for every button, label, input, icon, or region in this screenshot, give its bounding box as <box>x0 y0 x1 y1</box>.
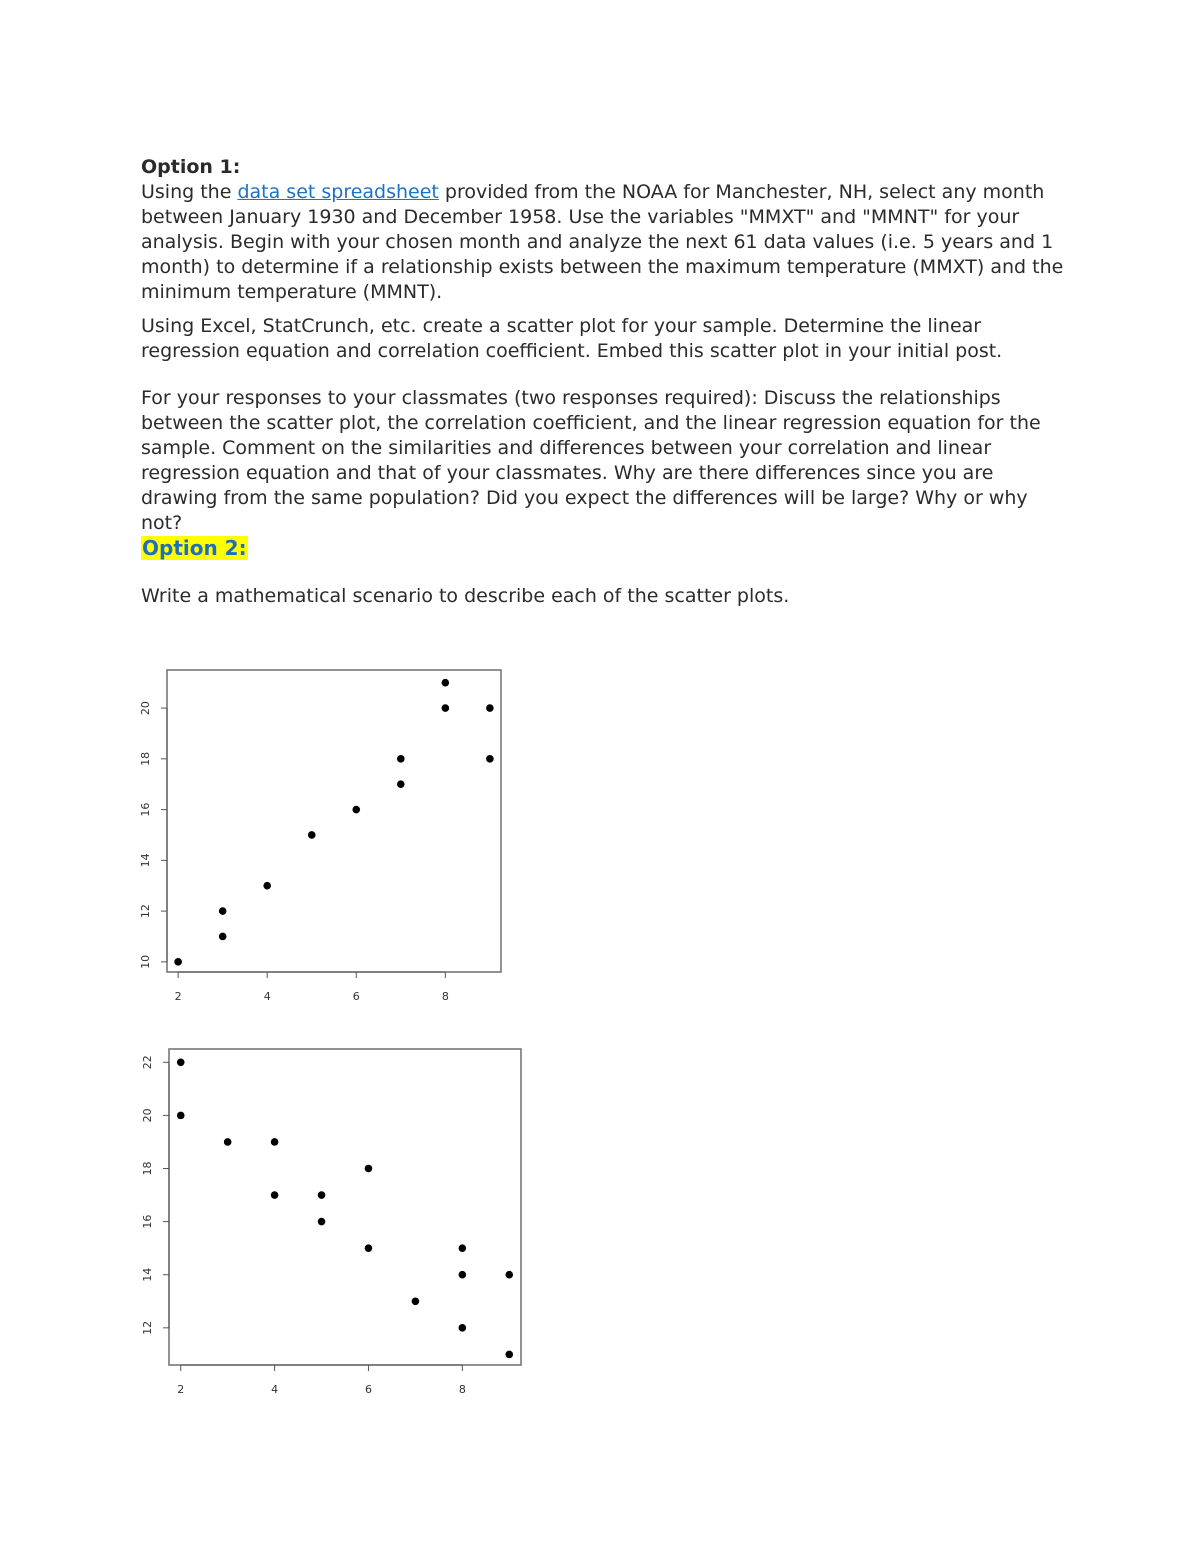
y-tick-label: 16 <box>141 1214 154 1229</box>
y-tick-label: 14 <box>139 853 152 868</box>
x-tick-label: 8 <box>441 990 449 1003</box>
data-point <box>459 1271 467 1279</box>
option2-instruction: Write a mathematical scenario to describe each of the scatter plots. <box>141 585 790 607</box>
data-point <box>486 755 494 763</box>
data-point <box>397 755 405 763</box>
document-body <box>141 155 1071 609</box>
data-point <box>219 933 227 941</box>
data-point <box>486 704 494 712</box>
scatter-plot-1-svg <box>130 660 520 1020</box>
scatter-plot-2 <box>130 1040 540 1410</box>
option2-heading-line <box>141 536 1071 562</box>
plot-frame <box>169 1049 521 1365</box>
data-point <box>271 1191 279 1199</box>
data-point <box>352 806 360 814</box>
data-point <box>412 1297 420 1305</box>
y-tick-label: 12 <box>139 904 152 919</box>
y-tick-label: 18 <box>139 751 152 766</box>
data-point <box>174 958 182 966</box>
option1-paragraph-2: Using Excel, StatCrunch, etc. create a scatter plot for your sample. Determine the linear regression equation and correlation coefficient. Embed this scatter plot in your initial post. <box>141 315 1003 362</box>
data-point <box>177 1058 185 1066</box>
data-point <box>318 1218 326 1226</box>
scatter-plot-1 <box>130 660 520 1020</box>
data-point <box>219 907 227 915</box>
data-point <box>459 1244 467 1252</box>
data-point <box>263 882 271 890</box>
x-tick-label: 6 <box>352 990 360 1003</box>
data-point <box>308 831 316 839</box>
data-set-spreadsheet-link[interactable]: data set spreadsheet <box>237 181 439 203</box>
scatter-plot-2-svg <box>130 1040 540 1410</box>
data-point <box>442 704 450 712</box>
data-point <box>271 1138 279 1146</box>
data-point <box>365 1244 373 1252</box>
data-point <box>505 1271 513 1279</box>
option1-paragraph-1 <box>141 180 1071 305</box>
x-tick-label: 2 <box>177 1383 185 1396</box>
y-tick-label: 20 <box>139 701 152 716</box>
y-tick-label: 12 <box>141 1320 154 1335</box>
plot-frame <box>167 670 501 972</box>
y-tick-label: 10 <box>139 954 152 969</box>
data-point <box>397 780 405 788</box>
data-point <box>459 1324 467 1332</box>
para1-body-text: provided from the NOAA for Manchester, NH, select any month between January 1930 and December 1958. Use the variables "MMXT" and "MMNT" for your analysis. Begin with your chosen month and analyze the next 61 data values (i.e. 5 years and 1 month) to determine if a relationship exists between the maximum temperature (MMXT) and the minimum temperature (MMNT). <box>141 181 1064 303</box>
para1-lead-text: Using the <box>141 181 238 203</box>
option1-heading: Option 1: <box>141 156 241 178</box>
y-tick-label: 14 <box>141 1267 154 1282</box>
x-tick-label: 2 <box>174 990 182 1003</box>
x-tick-label: 8 <box>458 1383 466 1396</box>
data-point <box>224 1138 232 1146</box>
x-tick-label: 6 <box>364 1383 372 1396</box>
x-tick-label: 4 <box>271 1383 279 1396</box>
option2-heading: Option 2: <box>142 536 247 560</box>
data-point <box>318 1191 326 1199</box>
data-point <box>177 1112 185 1120</box>
data-point <box>442 679 450 687</box>
y-tick-label: 22 <box>141 1055 154 1070</box>
option1-paragraph-3: For your responses to your classmates (two responses required): Discuss the relationships between the scatter plot, the correlation coefficient, and the linear regression equation for the sample. Comment on the similarities and differences between your correlation and linear regression equation and that of your classmates. Why are there differences since you are drawing from the same population? Did you expect the differences will be large? Why or why not? <box>141 387 1041 534</box>
x-tick-label: 4 <box>263 990 271 1003</box>
data-point <box>365 1165 373 1173</box>
y-tick-label: 18 <box>141 1161 154 1176</box>
y-tick-label: 16 <box>139 802 152 817</box>
data-point <box>505 1351 513 1359</box>
y-tick-label: 20 <box>141 1108 154 1123</box>
